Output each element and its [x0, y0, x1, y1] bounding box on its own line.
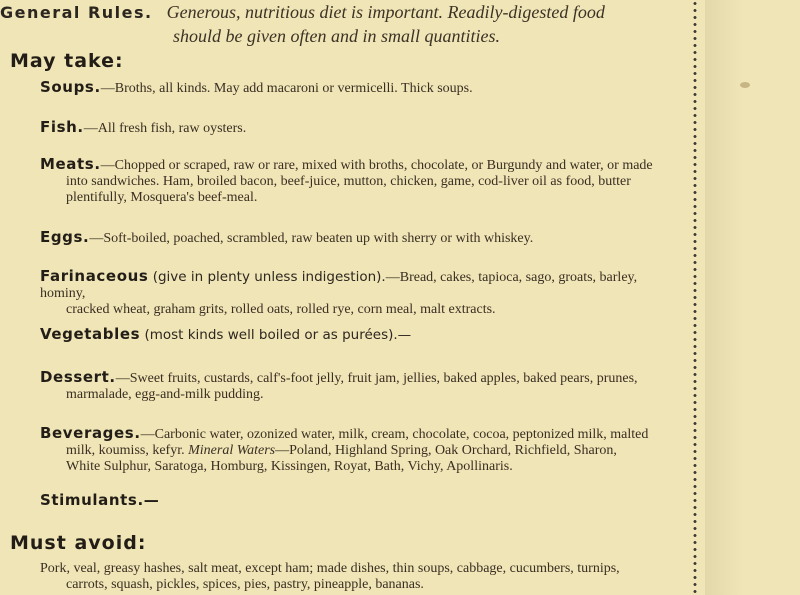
beverages-term: Beverages. [40, 424, 141, 442]
vegetables-entry [40, 326, 670, 344]
farinaceous-line-2: cracked wheat, graham grits, rolled oats, rolled rye, corn meal, malt extracts. [66, 302, 496, 317]
dessert-term: Dessert. [40, 368, 116, 386]
beverages-line-2 [40, 443, 670, 459]
may-take-heading: May take: [10, 50, 124, 72]
farinaceous-entry [40, 268, 670, 318]
beverages-line-3: White Sulphur, Saratoga, Homburg, Kissingen, Royat, Bath, Vichy, Apollinaris. [66, 459, 513, 474]
header-italic-line-2: should be given often and in small quantities. [173, 26, 500, 46]
meats-line-2: into sandwiches. Ham, broiled bacon, beef-juice, mutton, chicken, game, cod-liver oil as food, butter [66, 174, 631, 189]
meats-term: Meats. [40, 155, 101, 173]
meats-line-3: plentifully, Mosquera's beef-meal. [66, 190, 258, 205]
dessert-entry [40, 369, 670, 403]
soups-text: —Broths, all kinds. May add macaroni or vermicelli. Thick soups. [100, 81, 473, 96]
eggs-term: Eggs. [40, 228, 90, 246]
eggs-text: —Soft-boiled, poached, scrambled, raw beaten up with sherry or with whiskey. [89, 231, 534, 246]
vegetables-note: (most kinds well boiled or as purées).— [140, 327, 412, 343]
header-line-1 [0, 2, 605, 23]
vegetables-term: Vegetables [40, 325, 141, 343]
header-italic-line-1: Generous, nutritious diet is important. Readily-digested food [166, 2, 605, 22]
farinaceous-note: (give in plenty unless indigestion). [148, 269, 386, 285]
must-avoid-line-1: Pork, veal, greasy hashes, salt meat, except ham; made dishes, thin soups, cabbage, cucumbers, turnips, [40, 561, 620, 576]
beverages-line-1: —Carbonic water, ozonized water, milk, cream, chocolate, cocoa, peptonized milk, malted [140, 427, 649, 442]
eggs-entry [40, 229, 670, 247]
page-edge-shadow [705, 0, 800, 595]
must-avoid-heading: Must avoid: [10, 532, 147, 554]
beverages-entry [40, 425, 670, 475]
must-avoid-entry [40, 561, 670, 593]
beverages-line-2b: —Poland, Highland Spring, Oak Orchard, Richfield, Sharon, [275, 443, 617, 458]
meats-line-1: —Chopped or scraped, raw or rare, mixed with broths, chocolate, or Burgundy and water, or made [100, 158, 653, 173]
fish-term: Fish. [40, 118, 84, 136]
meats-entry [40, 156, 670, 206]
fish-text: —All fresh fish, raw oysters. [83, 121, 247, 136]
must-avoid-line-2: carrots, squash, pickles, spices, pies, pastry, pineapple, bananas. [66, 577, 424, 592]
soups-term: Soups. [40, 78, 101, 96]
paper-stain [740, 82, 750, 88]
stimulants-term: Stimulants.— [40, 491, 160, 509]
fish-entry [40, 119, 670, 137]
general-rules-label: General Rules. [0, 3, 153, 22]
farinaceous-line-1: —Bread, cakes, tapioca, sago, groats, barley, hominy, [40, 270, 638, 301]
perforation-dots [693, 0, 697, 595]
beverages-line-2a: milk, koumiss, kefyr. [66, 443, 189, 458]
stimulants-entry [40, 492, 670, 510]
dessert-line-1: —Sweet fruits, custards, calf's-foot jelly, fruit jam, jellies, baked apples, baked pears, prunes, [115, 371, 638, 386]
farinaceous-term: Farinaceous [40, 267, 149, 285]
mineral-waters-label: Mineral Waters [188, 443, 276, 458]
dessert-line-2: marmalade, egg-and-milk pudding. [66, 387, 264, 402]
soups-entry [40, 79, 670, 97]
